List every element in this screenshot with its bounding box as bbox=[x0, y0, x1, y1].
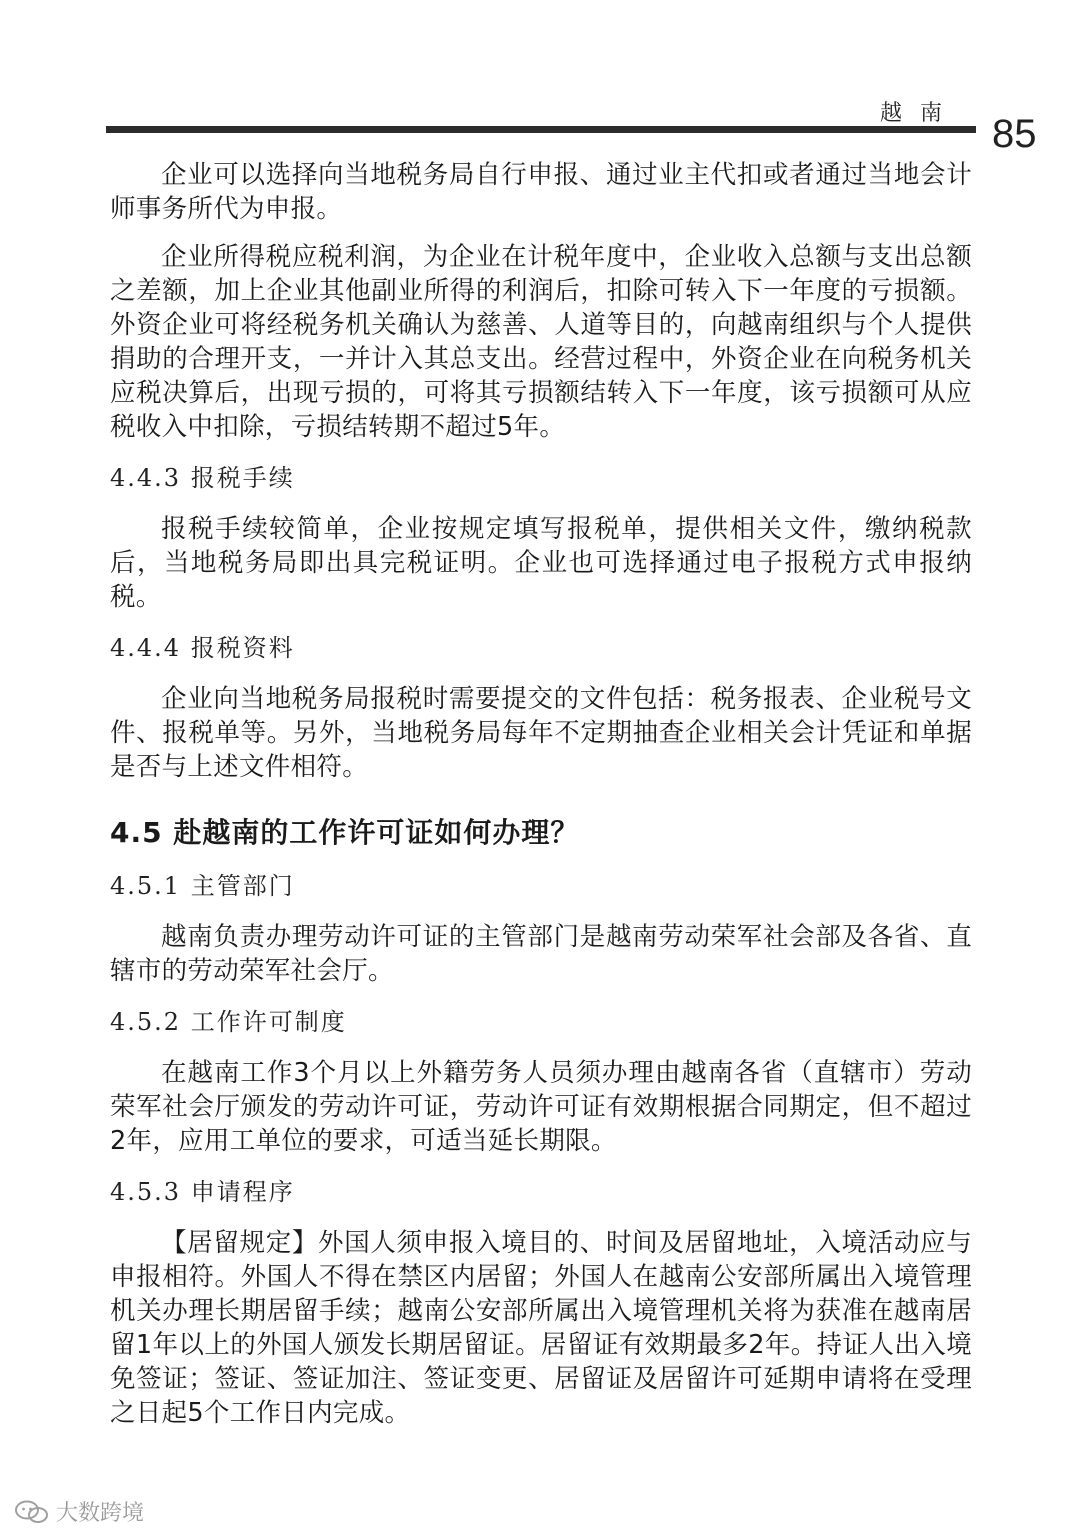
page-number: 85 bbox=[992, 112, 1037, 156]
subheading-4-5-3: 4.5.3 申请程序 bbox=[110, 1178, 295, 1206]
subheading-4-4-4: 4.4.4 报税资料 bbox=[110, 634, 295, 662]
paragraph-filing-procedure: 报税手续较简单，企业按规定填写报税单，提供相关文件，缴纳税款后，当地税务局即出具完税证明。企业也可选择通过电子报税方式申报纳税。 bbox=[110, 514, 972, 612]
subheading-4-5-2: 4.5.2 工作许可制度 bbox=[110, 1008, 347, 1036]
watermark-text: 大数跨境 bbox=[56, 1501, 145, 1526]
subheading-4-5-1: 4.5.1 主管部门 bbox=[110, 872, 295, 900]
watermark bbox=[14, 1496, 144, 1527]
wechat-logo-icon bbox=[14, 1500, 50, 1524]
section-heading-4-5: 4.5 赴越南的工作许可证如何办理？ bbox=[110, 816, 580, 849]
paragraph-residence-rules: 【居留规定】外国人须申报入境目的、时间及居留地址，入境活动应与申报相符。外国人不得在禁区内居留；外国人在越南公安部所属出入境管理机关办理长期居留手续；越南公安部所属出入境管理机关将为获准在越南居留1年以上的外国人颁发长期居留证。居留证有效期最多2年。持证人出入境免签证；签证、签证加注、签证变更、居留证及居留许可延期申请将在受理之日起5个工作日内完成。 bbox=[110, 1228, 972, 1428]
paragraph-taxable-profit: 企业所得税应税利润，为企业在计税年度中，企业收入总额与支出总额之差额，加上企业其他副业所得的利润后，扣除可转入下一年度的亏损额。外资企业可将经税务机关确认为慈善、人道等目的，向越南组织与个人提供捐助的合理开支，一并计入其总支出。经营过程中，外资企业在向税务机关应税决算后，出现亏损的，可将其亏损额结转入下一年度，该亏损额可从应税收入中扣除，亏损结转期不超过5年。 bbox=[110, 242, 972, 442]
paragraph-authority: 越南负责办理劳动许可证的主管部门是越南劳动荣军社会部及各省、直辖市的劳动荣军社会厅。 bbox=[110, 922, 972, 986]
page-body bbox=[110, 158, 972, 1430]
paragraph-tax-filing-options: 企业可以选择向当地税务局自行申报、通过业主代扣或者通过当地会计师事务所代为申报。 bbox=[110, 160, 972, 224]
running-title: 越南 bbox=[880, 101, 961, 126]
paragraph-filing-documents: 企业向当地税务局报税时需要提交的文件包括：税务报表、企业税号文件、报税单等。另外，当地税务局每年不定期抽查企业相关会计凭证和单据是否与上述文件相符。 bbox=[110, 684, 972, 782]
subheading-4-4-3: 4.4.3 报税手续 bbox=[110, 464, 295, 492]
header-rule bbox=[106, 126, 976, 133]
paragraph-work-permit-system: 在越南工作3个月以上外籍劳务人员须办理由越南各省（直辖市）劳动荣军社会厅颁发的劳动许可证，劳动许可证有效期根据合同期定，但不超过2年，应用工单位的要求，可适当延长期限。 bbox=[110, 1058, 972, 1156]
